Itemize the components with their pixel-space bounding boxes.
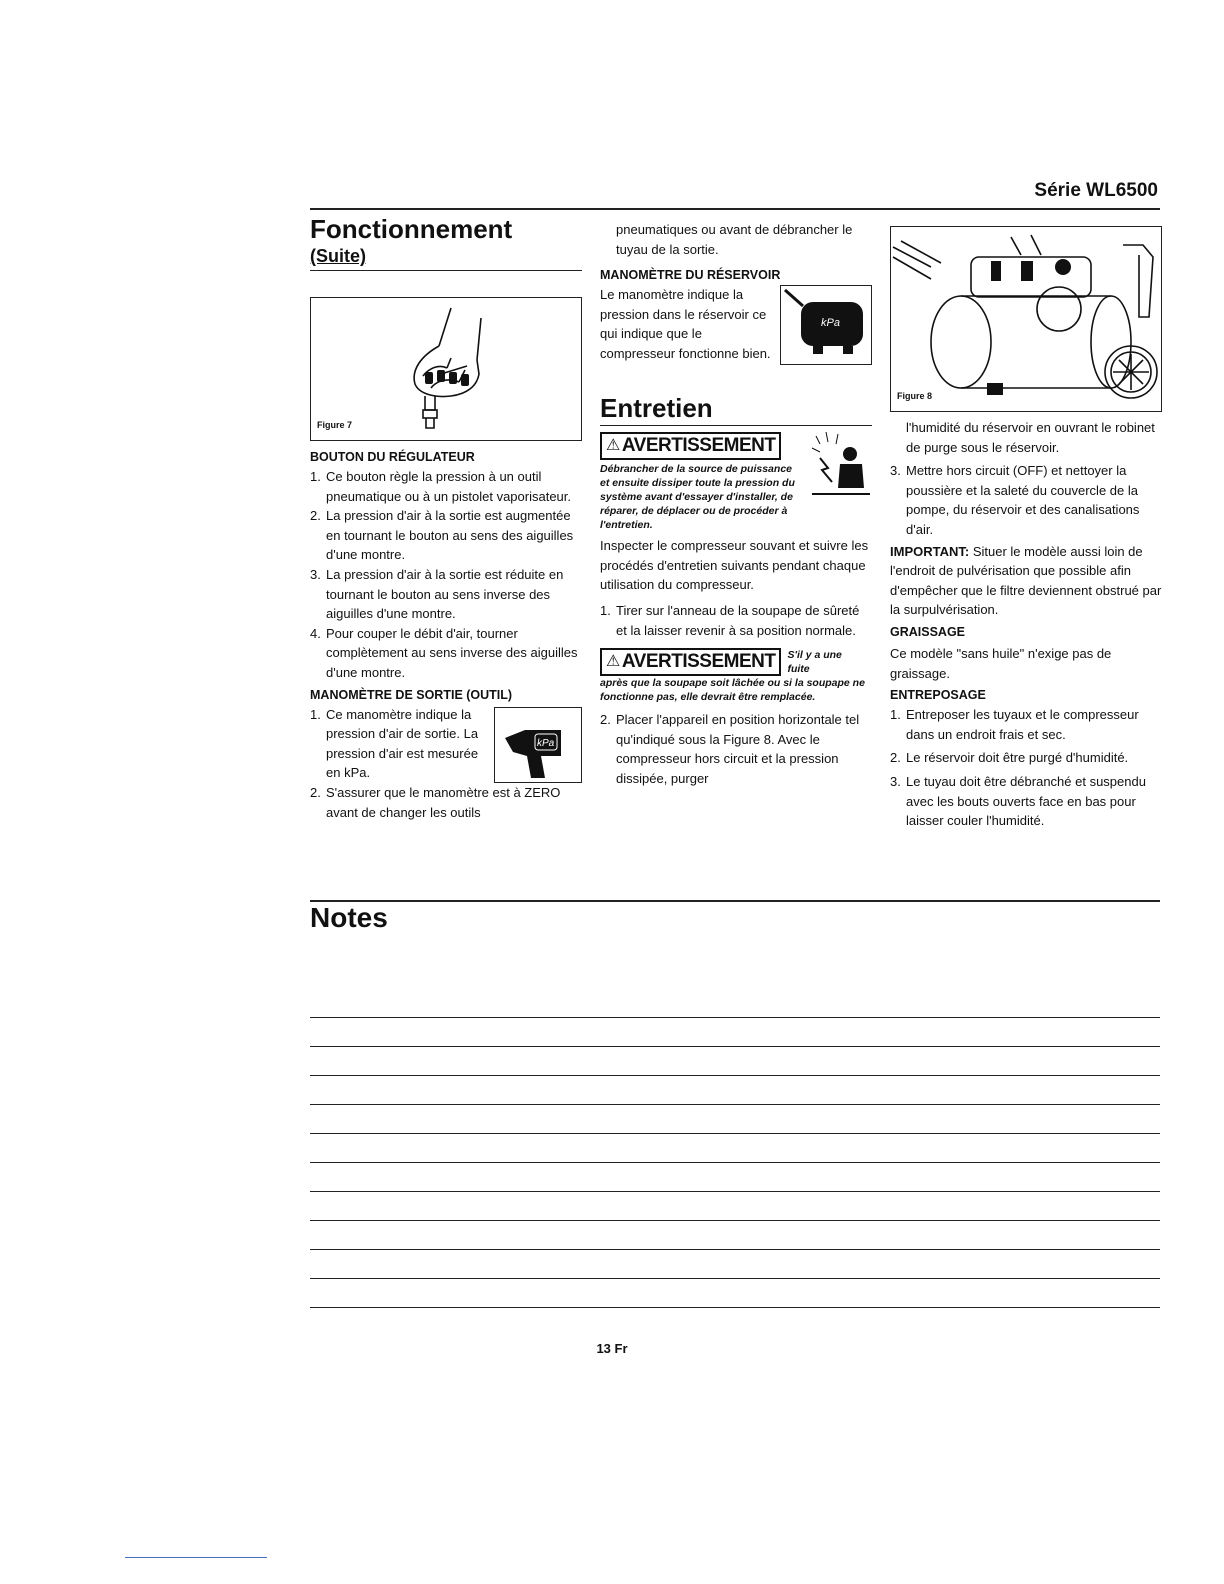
warning-text-2: après que la soupape soit lâchée ou si la soupape ne fonctionne pas, elle devrait être remplacée. [600, 677, 865, 704]
section-subtitle-continued: (Suite) [310, 246, 366, 266]
outlet-gauge-list-2 [310, 783, 582, 822]
note-line [310, 1220, 1160, 1221]
note-line [310, 1133, 1160, 1134]
regulator-list [310, 467, 582, 683]
tank-gauge-figure [780, 285, 872, 365]
continued-text: l'humidité du réservoir en ouvrant le robinet de purge sous le réservoir. [906, 420, 1155, 455]
list-item: 3. La pression d'air à la sortie est réduite en tournant le bouton au sens inverse des aiguilles d'une montre. [310, 566, 564, 622]
list-item: 3. Le tuyau doit être débranché et suspendu avec les bouts ouverts face en bas pour laisser couler l'humidité. [890, 773, 1146, 829]
figure-7-label: Figure 7 [317, 420, 353, 431]
list-item: 2. La pression d'air à la sortie est augmentée en tournant le bouton au sens des aiguilles d'une montre. [310, 508, 574, 563]
list-item: 1. Tirer sur l'anneau de la soupape de sûreté et la laisser revenir à sa position normale. [600, 602, 860, 638]
figure-8-label: Figure 8 [897, 391, 933, 402]
electric-shock-icon [806, 428, 872, 496]
series-title: Série WL6500 [1034, 180, 1158, 201]
regulator-heading: BOUTON DU RÉGULATEUR [310, 450, 475, 464]
note-line [310, 1307, 1160, 1308]
maintenance-list-2 [600, 710, 872, 788]
note-line [310, 1017, 1160, 1018]
outlet-gauge-figure [494, 707, 582, 783]
list-item: 4. Pour couper le débit d'air, tourner complètement au sens inverse des aiguilles d'une montre. [310, 625, 578, 680]
header-rule [310, 208, 1160, 210]
section-title-maintenance: Entretien [600, 393, 713, 424]
column-maintenance-continued [890, 226, 1162, 831]
storage-list [890, 705, 1162, 831]
section-rule [600, 425, 872, 426]
section-title-operation: Fonctionnement [310, 214, 513, 244]
warning-text-1: Débrancher de la source de puissance et ensuite dissiper toute la pression du système avant d'essayer d'installer, de réparer, de déplacer ou de procéder à l'entretien. [600, 463, 795, 532]
column-operation [310, 214, 582, 822]
impact-wrench-gauge-icon [495, 708, 581, 782]
section-rule [310, 270, 582, 271]
tank-gauge-heading: MANOMÈTRE DU RÉSERVOIR [600, 268, 781, 283]
warning-triangle-icon: ⚠ [606, 653, 620, 671]
page-number: 13 Fr [596, 1341, 628, 1356]
bottom-edge-line [125, 1557, 267, 1558]
lubrication-text: Ce modèle "sans huile" n'exige pas de graissage. [890, 645, 1112, 681]
storage-heading: ENTREPOSAGE [890, 688, 986, 703]
important-note: IMPORTANT: Situer le modèle aussi loin de l'endroit de pulvérisation que possible afin d'empêcher que le filtre deviennent obstrué par la surpulvérisation. [890, 543, 1162, 618]
warning-block-2 [600, 648, 872, 704]
note-line [310, 1249, 1160, 1250]
notes-title: Notes [310, 902, 388, 933]
tank-kpa-label: kPa [821, 317, 840, 330]
list-item: 1. Ce manomètre indique la pression d'air de sortie. La pression d'air est mesurée en kPa. [310, 706, 479, 781]
list-item: 1. Entreposer les tuyaux et le compresseur dans un endroit frais et sec. [890, 707, 1139, 742]
tank-gauge-text: Le manomètre indique la pression dans le réservoir ce qui indique que le compresseur fonctionne bien. [600, 287, 771, 361]
lubrication-heading: GRAISSAGE [890, 624, 966, 639]
warning-badge: ⚠ AVERTISSEMENT [600, 432, 781, 460]
outlet-gauge-heading: MANOMÈTRE DE SORTIE (OUTIL) [310, 687, 513, 702]
maintenance-intro: Inspecter le compresseur souvant et suivre les procédés d'entretien suivants pendant chaque utilisation du compresseur. [600, 538, 869, 593]
warning-badge: ⚠ AVERTISSEMENT [600, 648, 781, 676]
notes-rule [310, 900, 1160, 902]
list-item: 2. Le réservoir doit être purgé d'humidité. [890, 750, 1129, 766]
note-line [310, 1191, 1160, 1192]
outlet-kpa-label: kPa [537, 737, 555, 749]
maintenance-list-3 [890, 461, 1162, 539]
note-line [310, 1278, 1160, 1279]
list-item: 3. Mettre hors circuit (OFF) et nettoyer la poussière et la saleté du couvercle de la pompe, du réservoir et des canalisations d'air. [890, 463, 1140, 537]
tank-gauge-block [600, 285, 872, 383]
note-line [310, 1162, 1160, 1163]
warning-block-1 [600, 432, 872, 532]
note-line [310, 1075, 1160, 1076]
figure-7 [310, 297, 582, 441]
note-line [310, 1104, 1160, 1105]
compressor-illustration [891, 227, 1163, 413]
important-label: IMPORTANT: [890, 543, 970, 559]
note-line [310, 1046, 1160, 1047]
maintenance-list [600, 601, 872, 640]
list-item: 2. Placer l'appareil en position horizontale tel qu'indiqué sous la Figure 8. Avec le compresseur hors circuit et la pression dissipée, purger [600, 712, 860, 786]
list-item: 1. Ce bouton règle la pression à un outil pneumatique ou à un pistolet vaporisateur. [310, 469, 572, 504]
figure-8 [890, 226, 1162, 412]
outlet-gauge-block [310, 705, 582, 783]
column-maintenance [600, 220, 872, 789]
warning-triangle-icon: ⚠ [606, 437, 620, 455]
continued-text: pneumatiques ou avant de débrancher le tuyau de la sortie. [616, 222, 853, 257]
warning-side-text: S'il y a une fuite [787, 649, 842, 676]
list-item: 2. S'assurer que le manomètre est à ZERO avant de changer les outils [310, 784, 561, 820]
tank-gauge-icon [781, 286, 871, 364]
